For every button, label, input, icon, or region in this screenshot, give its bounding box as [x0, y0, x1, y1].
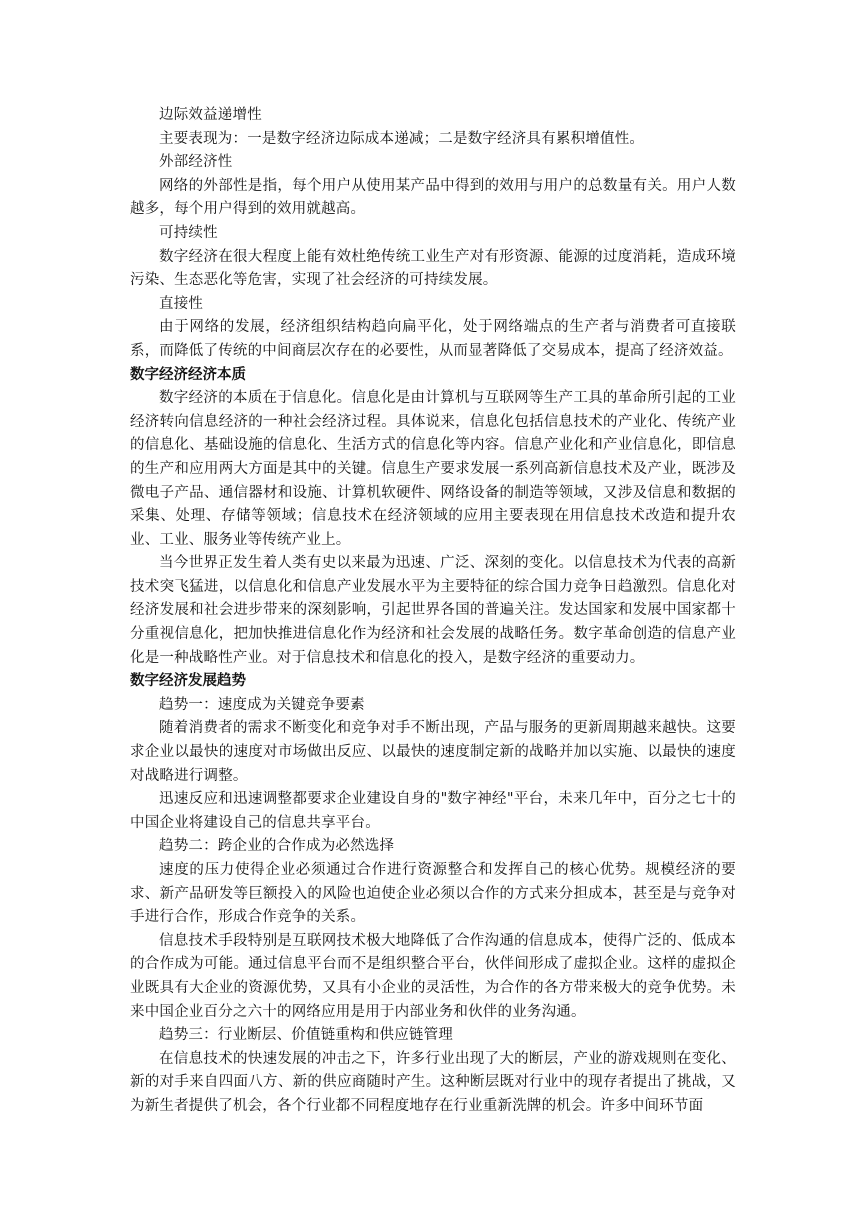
document-body — [130, 104, 736, 1119]
paragraph: 由于网络的发展，经济组织结构趋向扁平化，处于网络端点的生产者与消费者可直接联系，而降低了传统的中间商层次存在的必要性，从而显著降低了交易成本，提高了经济效益。 — [130, 319, 736, 359]
paragraph: 主要表现为：一是数字经济边际成本递减；二是数字经济具有累积增值性。 — [159, 130, 645, 147]
section-heading-essence: 数字经济经济本质 — [130, 366, 246, 383]
paragraph: 速度的压力使得企业必须通过合作进行资源整合和发挥自己的核心优势。规模经济的要求、新产品研发等巨额投入的风险也迫使企业必须以合作的方式来分担成本，甚至是与竞争对手进行合作，形成合作竞争的关系。 — [130, 862, 736, 926]
paragraph: 网络的外部性是指，每个用户从使用某产品中得到的效用与用户的总数量有关。用户人数越多，每个用户得到的效用就越高。 — [130, 177, 736, 218]
paragraph: 当今世界正发生着人类有史以来最为迅速、广泛、深刻的变化。以信息技术为代表的高新技术突飞猛进，以信息化和信息产业发展水平为主要特征的综合国力竞争日趋激烈。信息化对经济发展和社会进步带来的深刻影响，引起世界各国的普遍关注。发达国家和发展中国家都十分重视信息化，把加快推进信息化作为经济和社会发展的战略任务。数字革命创造的信息产业化是一种战略性产业。对于信息技术和信息化的投入，是数字经济的重要动力。 — [130, 555, 736, 666]
subheading-externality: 外部经济性 — [159, 154, 233, 171]
subheading-marginal-returns: 边际效益递增性 — [159, 107, 262, 123]
subheading-trend-three: 趋势三：行业断层、价值链重构和供应链管理 — [159, 1027, 453, 1044]
paragraph: 数字经济的本质在于信息化。信息化是由计算机与互联网等生产工具的革命所引起的工业经济转向信息经济的一种社会经济过程。具体说来，信息化包括信息技术的产业化、传统产业的信息化、基础设施的信息化、生活方式的信息化等内容。信息产业化和产业信息化，即信息的生产和应用两大方面是其中的关键。信息生产要求发展一系列高新信息技术及产业，既涉及微电子产品、通信器材和设施、计算机软硬件、网络设备的制造等领域，又涉及信息和数据的采集、处理、存储等领域；信息技术在经济领域的应用主要表现在用信息技术改造和提升农业、工业、服务业等传统产业上。 — [130, 390, 736, 548]
subheading-sustainability: 可持续性 — [159, 224, 218, 241]
subheading-trend-two: 趋势二：跨企业的合作成为必然选择 — [159, 838, 395, 855]
section-heading-trends: 数字经济发展趋势 — [130, 673, 246, 690]
paragraph: 数字经济在很大程度上能有效杜绝传统工业生产对有形资源、能源的过度消耗，造成环境污染、生态恶化等危害，实现了社会经济的可持续发展。 — [130, 248, 736, 289]
paragraph: 迅速反应和迅速调整都要求企业建设自身的"数字神经"平台，未来几年中，百分之七十的中国企业将建设自己的信息共享平台。 — [130, 791, 736, 831]
subheading-trend-one: 趋势一：速度成为关键竞争要素 — [159, 696, 365, 713]
paragraph: 在信息技术的快速发展的冲击之下，许多行业出现了大的断层，产业的游戏规则在变化、新的对手来自四面八方、新的供应商随时产生。这种断层既对行业中的现存者提出了挑战，又为新生者提供了机会，各个行业都不同程度地存在行业重新洗牌的机会。许多中间环节面 — [130, 1050, 736, 1114]
paragraph: 信息技术手段特别是互联网技术极大地降低了合作沟通的信息成本，使得广泛的、低成本的合作成为可能。通过信息平台而不是组织整合平台，伙伴间形成了虚拟企业。这样的虚拟企业既具有大企业的资源优势，又具有小企业的灵活性，为合作的各方带来极大的竞争优势。未来中国企业百分之六十的网络应用是用于内部业务和伙伴的业务沟通。 — [130, 932, 736, 1020]
paragraph: 随着消费者的需求不断变化和竞争对手不断出现，产品与服务的更新周期越来越快。这要求企业以最快的速度对市场做出反应、以最快的速度制定新的战略并加以实施、以最快的速度对战略进行调整。 — [130, 720, 736, 784]
subheading-directness: 直接性 — [159, 295, 204, 312]
